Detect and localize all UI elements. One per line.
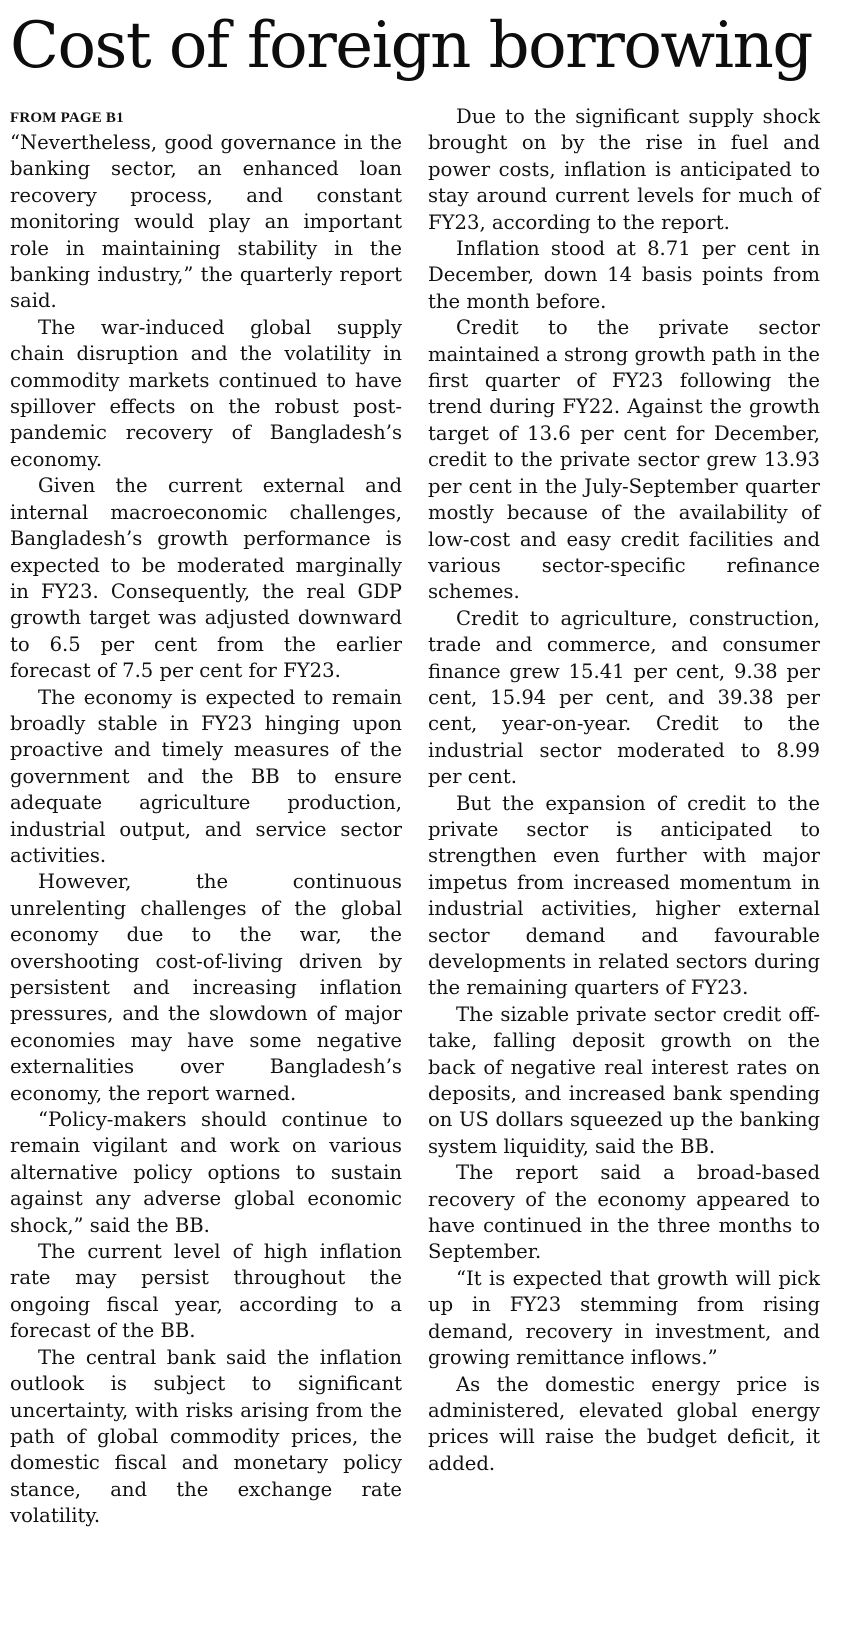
- paragraph: Credit to agriculture, construction, trade and commerce, and consumer finance grew 15.41 per cent, 9.38 per cent, 15.94 per cent, and 39.38 per cent, year-on-year. Credit to the industrial sector moderated to 8.99 per cent.: [428, 606, 820, 789]
- paragraph: The report said a broad-based recovery of the economy appeared to have continued in the three months to September.: [428, 1161, 820, 1264]
- right-column: [428, 104, 820, 1477]
- paragraph: The sizable private sector credit off-take, falling deposit growth on the back of negative real interest rates on deposits, and increased bank spending on US dollars squeezed up the banking system liquidity, said the BB.: [428, 1002, 820, 1158]
- paragraph: However, the continuous unrelenting challenges of the global economy due to the war, the overshooting cost-of-living driven by persistent and increasing inflation pressures, and the slowdown of major economies may have some negative externalities over Bangladesh’s economy, the report warned.: [10, 870, 402, 1105]
- paragraph: The war-induced global supply chain disruption and the volatility in commodity markets continued to have spillover effects on the robust post-pandemic recovery of Bangladesh’s economy.: [10, 315, 402, 471]
- paragraph: “Policy-makers should continue to remain vigilant and work on various alternative policy options to sustain against any adverse global economic shock,” said the BB.: [10, 1108, 402, 1237]
- paragraph: “Nevertheless, good governance in the banking sector, an enhanced loan recovery process, and constant monitoring would play an important role in maintaining stability in the banking industry,” the quarterly report said.: [10, 131, 402, 313]
- dateline: FROM PAGE B1: [10, 110, 124, 126]
- headline: Cost of foreign borrowing: [10, 9, 812, 83]
- paragraph: Credit to the private sector maintained a strong growth path in the first quarter of FY23 following the trend during FY22. Against the growth target of 13.6 per cent for December, credit to the private sector grew 13.93 per cent in the July-September quarter mostly because of the availability of low-cost and easy credit facilities and various sector-specific refinance schemes.: [428, 316, 820, 604]
- paragraph: The central bank said the inflation outlook is subject to significant uncertainty, with risks arising from the path of global commodity prices, the domestic fiscal and monetary policy stance, and the exchange rate volatility.: [10, 1345, 402, 1528]
- left-column: [10, 104, 402, 1530]
- paragraph: Due to the significant supply shock brought on by the rise in fuel and power costs, inflation is anticipated to stay around current levels for much of FY23, according to the report.: [428, 105, 820, 234]
- paragraph: “It is expected that growth will pick up in FY23 stemming from rising demand, recovery in investment, and growing remittance inflows.”: [428, 1266, 820, 1370]
- paragraph: Inflation stood at 8.71 per cent in December, down 14 basis points from the month before.: [428, 237, 820, 313]
- paragraph: The current level of high inflation rate may persist throughout the ongoing fiscal year, according to a forecast of the BB.: [10, 1240, 402, 1343]
- paragraph: Given the current external and internal macroeconomic challenges, Bangladesh’s growth performance is expected to be moderated marginally in FY23. Consequently, the real GDP growth target was adjusted downward to 6.5 per cent from the earlier forecast of 7.5 per cent for FY23.: [10, 474, 402, 683]
- paragraph: But the expansion of credit to the private sector is anticipated to strengthen even further with major impetus from increased momentum in industrial activities, higher external sector demand and favourable developments in related sectors during the remaining quarters of FY23.: [428, 791, 820, 1000]
- paragraph: The economy is expected to remain broadly stable in FY23 hinging upon proactive and timely measures of the government and the BB to ensure adequate agriculture production, industrial output, and service sector activities.: [10, 685, 402, 867]
- paragraph: As the domestic energy price is administered, elevated global energy prices will raise the budget deficit, it added.: [428, 1372, 820, 1475]
